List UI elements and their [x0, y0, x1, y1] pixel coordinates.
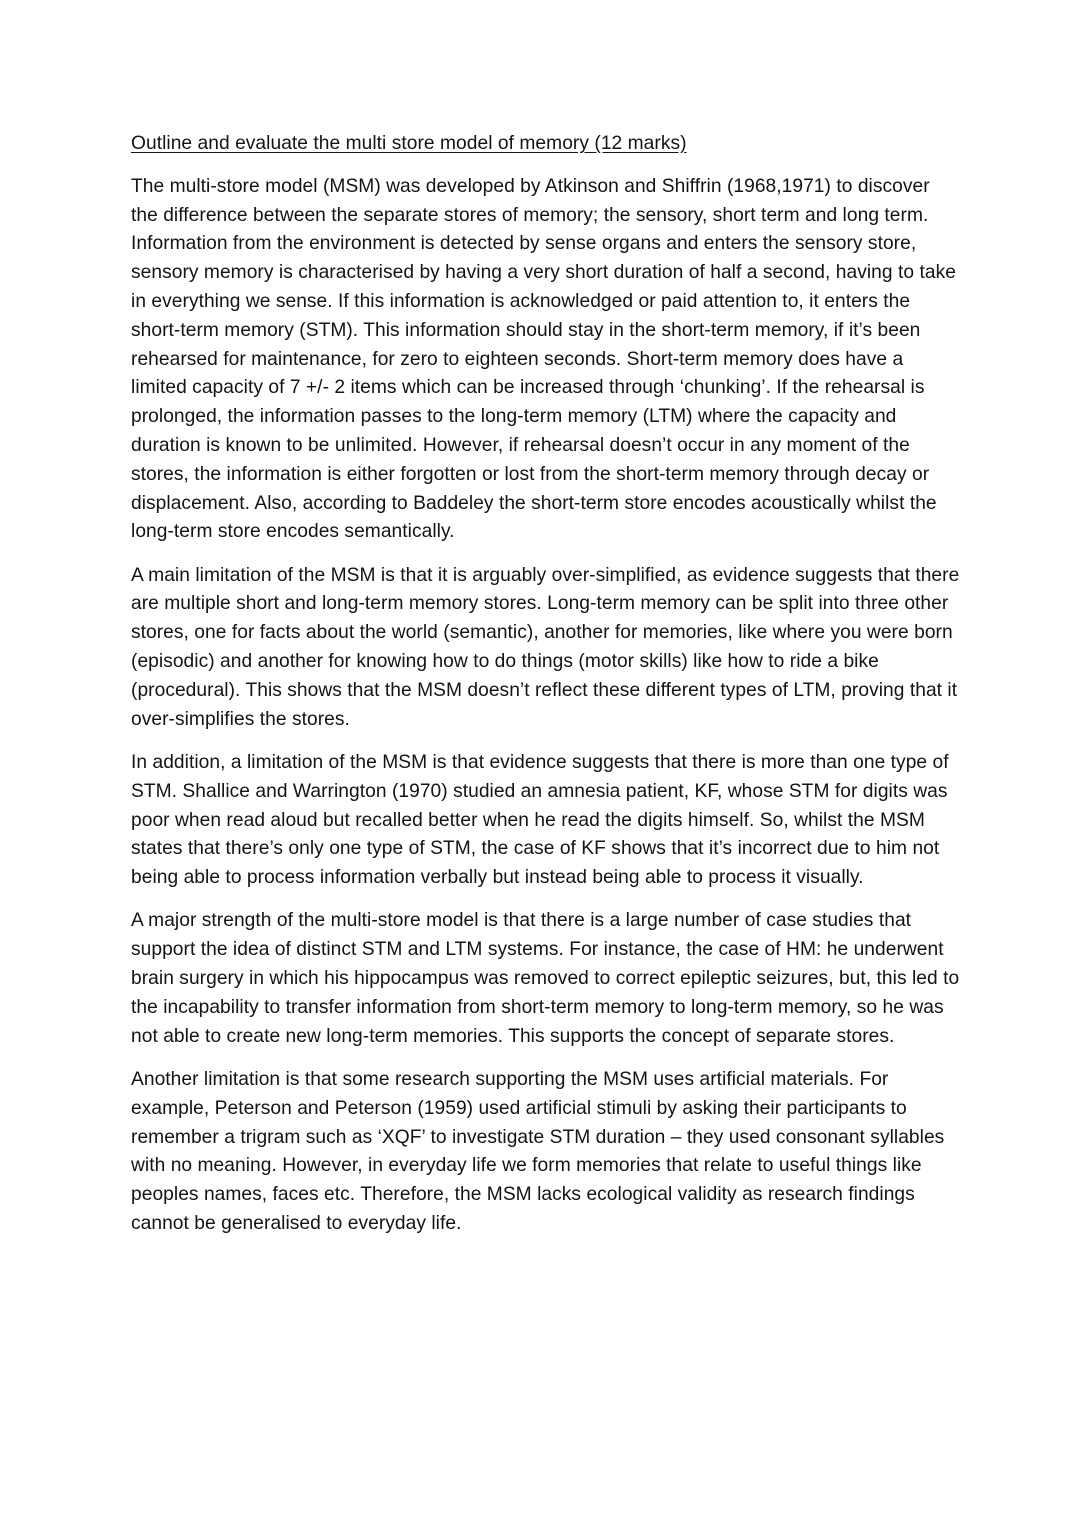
essay-title: Outline and evaluate the multi store model of memory (12 marks)	[131, 133, 687, 154]
paragraph-limitation-oversimplified: A main limitation of the MSM is that it is arguably over-simplified, as evidence suggests that there are multiple short and long-term memory stores. Long-term memory can be split into three other stores, one for facts about the world (semantic), another for memories, like where you were born (episodic) and another for knowing how to do things (motor skills) like how to ride a bike (procedural). This shows that the MSM doesn’t reflect these different types of LTM, proving that it over-simplifies the stores.	[131, 564, 960, 730]
paragraph-strength-case-studies: A major strength of the multi-store model is that there is a large number of case studies that support the idea of distinct STM and LTM systems. For instance, the case of HM: he underwent brain surgery in which his hippocampus was removed to correct epileptic seizures, but, this led to the incapability to transfer information from short-term memory to long-term memory, so he was not able to create new long-term memories. This supports the concept of separate stores.	[131, 910, 960, 1047]
paragraph-limitation-stm-types: In addition, a limitation of the MSM is that evidence suggests that there is more than one type of STM. Shallice and Warrington (1970) studied an amnesia patient, KF, whose STM for digits was poor when read aloud but recalled better when he read the digits himself. So, whilst the MSM states that there’s only one type of STM, the case of KF shows that it’s incorrect due to him not being able to process information verbally but instead being able to process it visually.	[131, 751, 949, 889]
paragraph-introduction: The multi-store model (MSM) was developed by Atkinson and Shiffrin (1968,1971) to discover the difference between the separate stores of memory; the sensory, short term and long term. Information from the environment is detected by sense organs and enters the sensory store, sensory memory is characterised by having a very short duration of half a second, having to take in everything we sense. If this information is acknowledged or paid attention to, it enters the short-term memory (STM). This information should stay in the short-term memory, if it’s been rehearsed for maintenance, for zero to eighteen seconds. Short-term memory does have a limited capacity of 7 +/- 2 items which can be increased through ‘chunking’. If the rehearsal is prolonged, the information passes to the long-term memory (LTM) where the capacity and duration is known to be unlimited. However, if rehearsal doesn’t occur in any moment of the stores, the information is either forgotten or lost from the short-term memory through decay or displacement. Also, according to Baddeley the short-term store encodes acoustically whilst the long-term store encodes semantically.	[131, 175, 956, 543]
paragraph-limitation-artificial-materials: Another limitation is that some research supporting the MSM uses artificial materials. For example, Peterson and Peterson (1959) used artificial stimuli by asking their participants to remember a trigram such as ‘XQF’ to investigate STM duration – they used consonant syllables with no meaning. However, in everyday life we form memories that relate to useful things like peoples names, faces etc. Therefore, the MSM lacks ecological validity as research findings cannot be generalised to everyday life.	[131, 1068, 945, 1234]
document-page	[131, 130, 961, 1253]
